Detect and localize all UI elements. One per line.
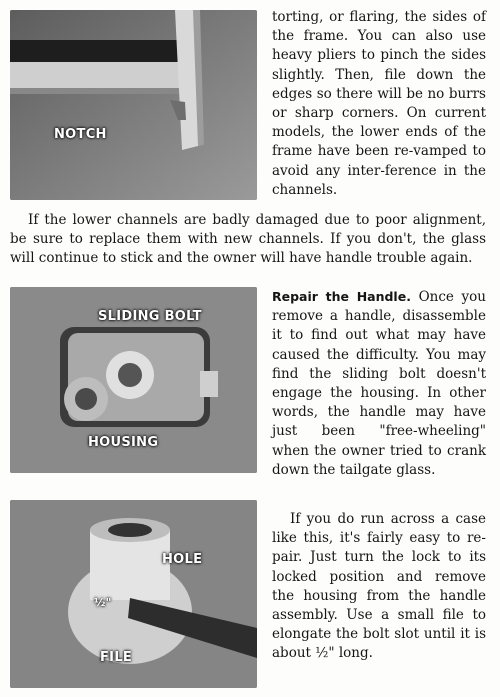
hole-label: HOLE [162,552,203,567]
column-text-middle [272,287,486,480]
housing-file-illustration [10,500,257,688]
paragraph-channels: If the lower channels are badly damaged due to poor alignment, be sure to replace them with new channels. If you don't, the glass will continue to stick and the owner will have handle trouble again. [10,212,486,267]
column-text-bottom [272,510,486,664]
photo-frame-notch [10,10,257,200]
paragraph-repair-handle [272,287,486,480]
housing-label: HOUSING [88,435,159,450]
column-text-top [272,8,486,200]
half-inch-label: ½" [94,596,112,609]
paragraph-repair-fix: If you do run across a case like this, it's fairly easy to re-pair. Just turn the lock to its locked position and remove the housing from the handle assembly. Use a small file to elongate the bolt slot until it is about ½" long. [272,511,486,662]
photo-housing-file [10,500,257,688]
file-label: FILE [100,650,133,665]
repair-handle-body: Once you remove a handle, disassemble it to find out what may have caused the difficulty. You may find the sliding bolt doesn't engage the housing. In other words, the handle may have just been "free-wheeling" when the owner tried to crank down the tailgate glass. [272,289,486,478]
notch-label: NOTCH [54,127,107,142]
photo-handle-assembly [10,287,257,473]
sliding-bolt-label: SLIDING BOLT [98,309,202,324]
paragraph-continued: torting, or flaring, the sides of the frame. You can also use heavy pliers to pinch the sides slightly. Then, file down the edges so there will be no burrs or sharp corners. On current models, the lower ends of the frame have been re-vamped to avoid any inter-ference in the channels. [272,9,486,198]
frame-notch-illustration [10,10,257,200]
repair-handle-heading: Repair the Handle. [272,289,411,304]
